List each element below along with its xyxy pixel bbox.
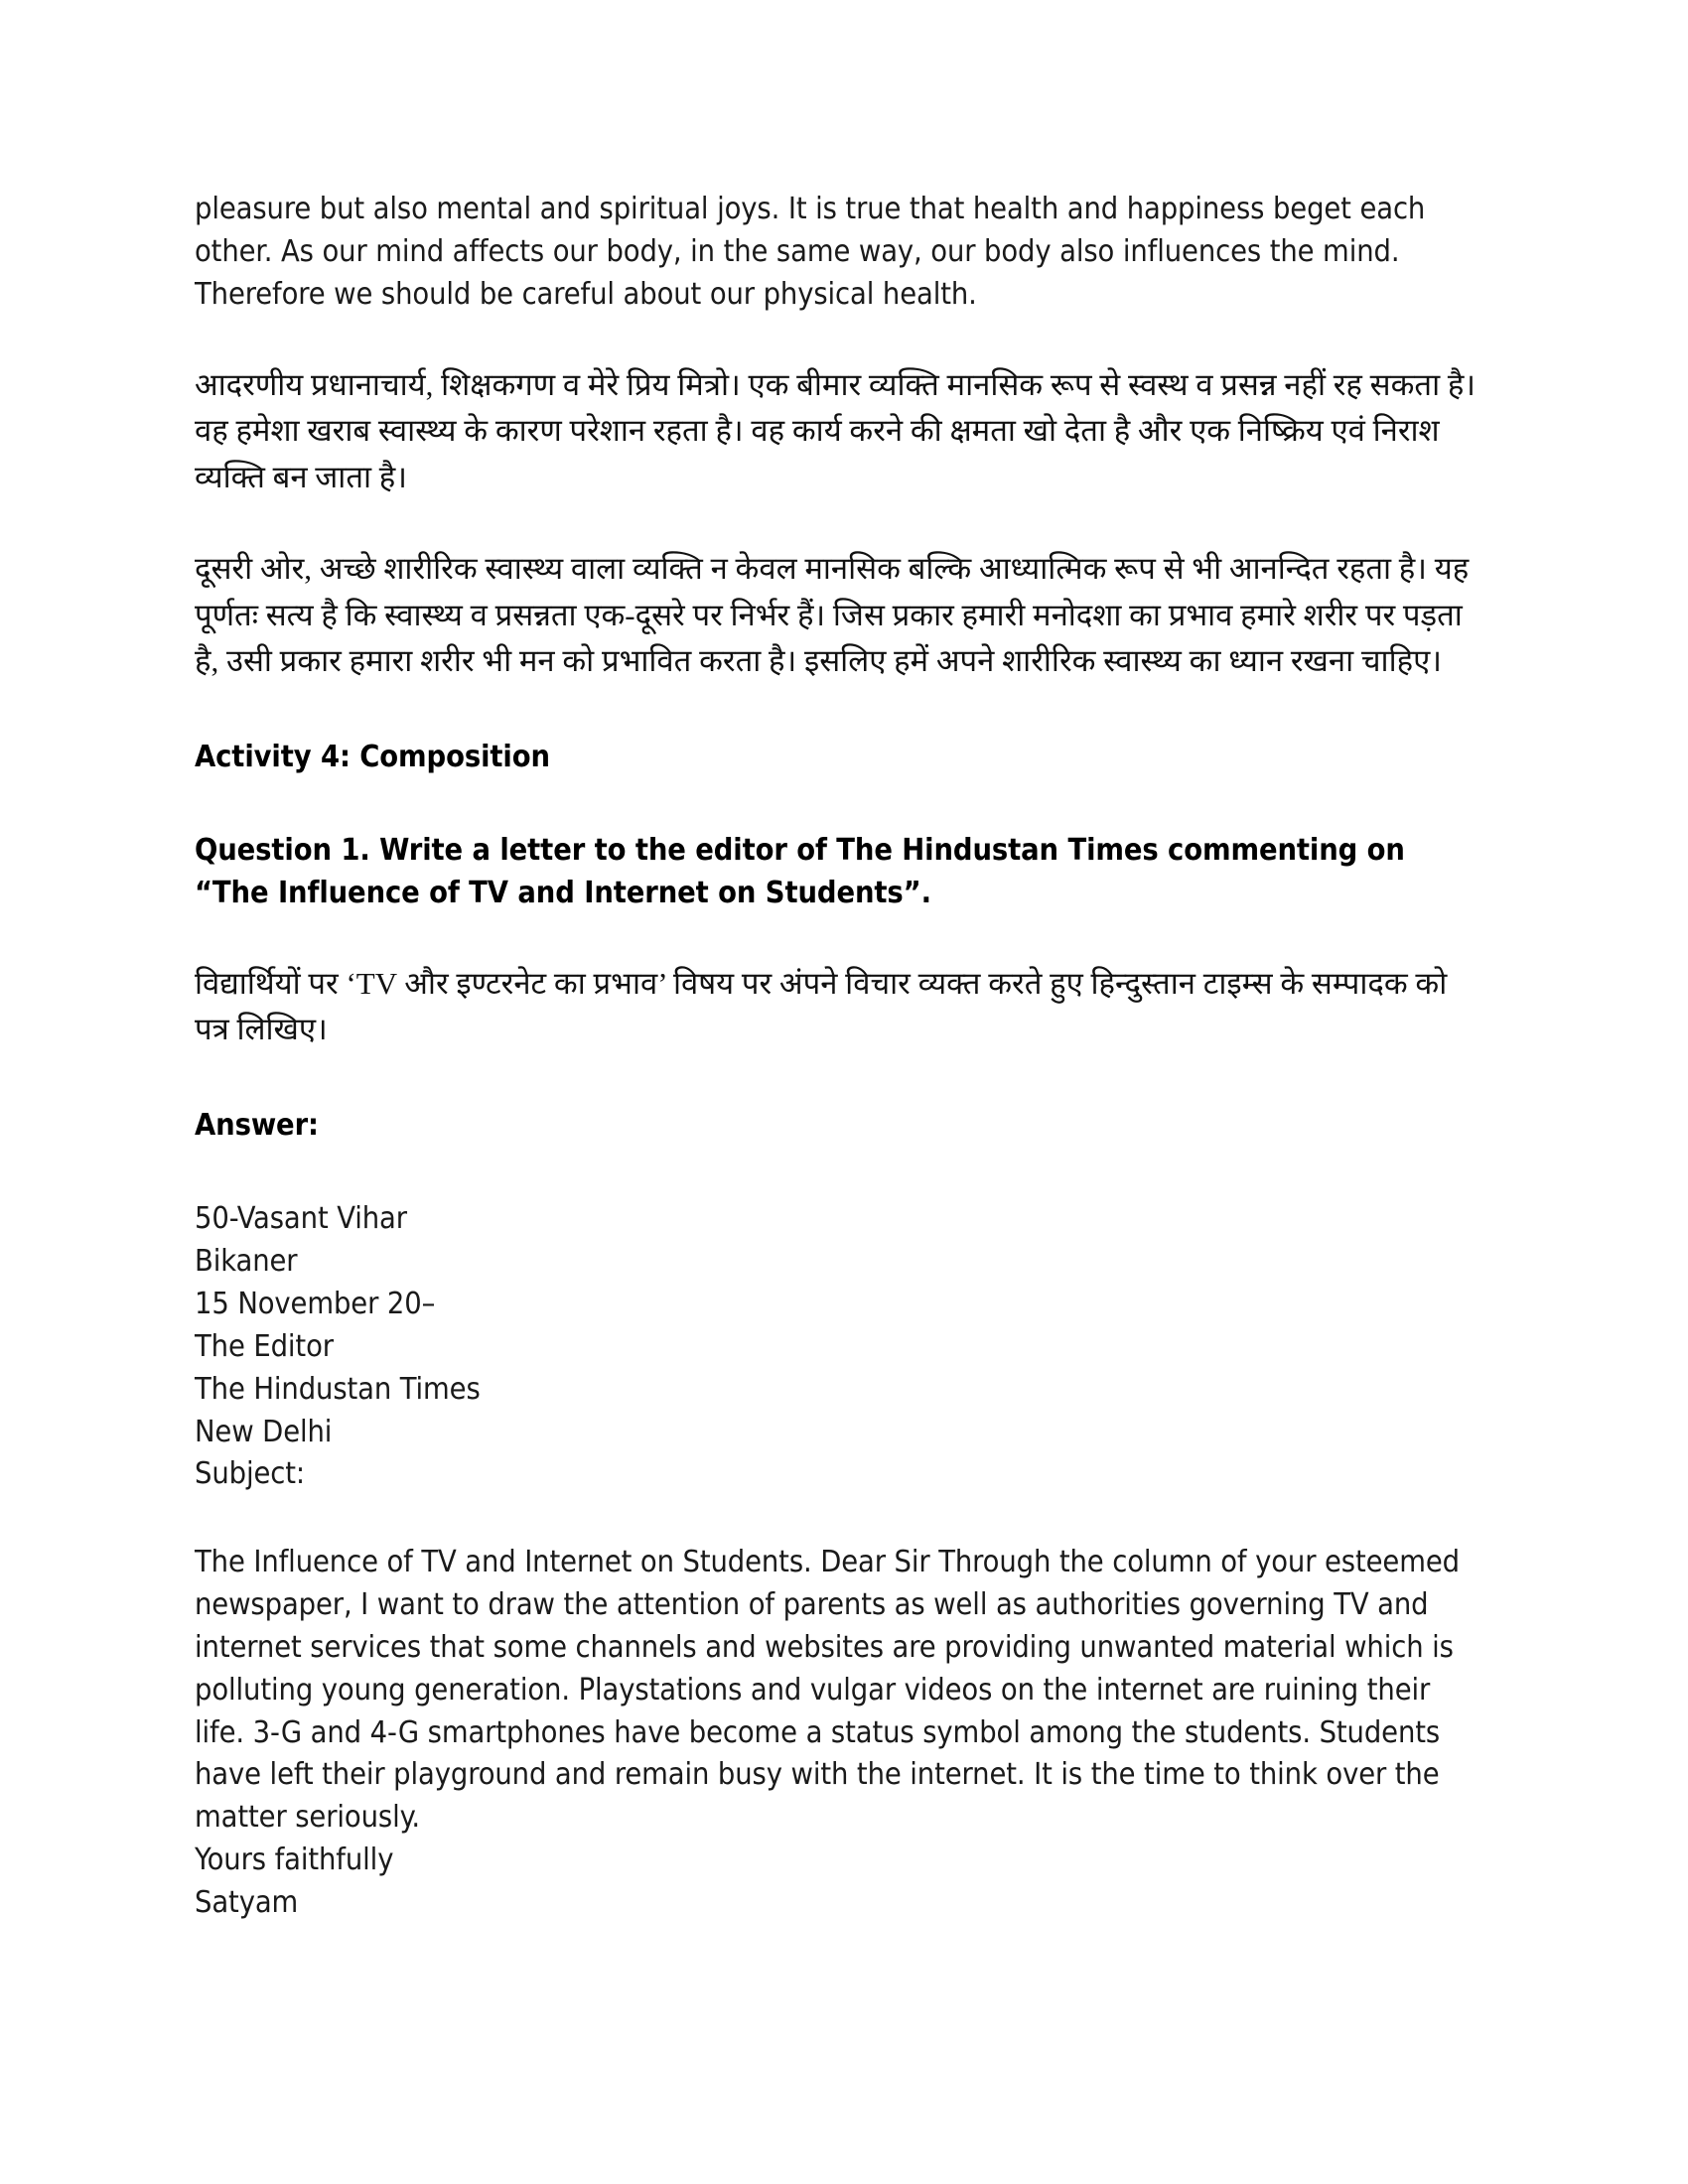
hindi-question: विद्यार्थियों पर ‘TV और इण्टरनेट का प्रभाव’ विषय पर अंपने विचार व्यक्त करते हुए हिन्दुस्तान टाइम्स के सम्पादक को पत्र लिखिए। xyxy=(195,965,1448,1047)
question-heading: Question 1. Write a letter to the editor of The Hindustan Times commenting on “The Influence of TV and Internet on Students”. xyxy=(195,833,1405,910)
hindi-paragraph-1: आदरणीय प्रधानाचार्य, शिक्षकगण व मेरे प्रिय मित्रो। एक बीमार व्यक्ति मानसिक रूप से स्वस्थ व प्रसन्न नहीं रह सकता है। वह हमेशा खराब स्वास्थ्य के कारण परेशान रहता है। वह कार्य करने की क्षमता खो देता है और एक निष्क्रिय एवं निराश व्यक्ति बन जाता है। xyxy=(195,366,1477,494)
paragraph-continuation: pleasure but also mental and spiritual joys. It is true that health and happiness beget each other. As our mind affects our body, in the same way, our body also influences the mind. Therefore we should be careful about our physical health. xyxy=(195,192,1426,312)
letter-body: The Influence of TV and Internet on Students. Dear Sir Through the column of your esteemed newspaper, I want to draw the attention of parents as well as authorities governing TV and internet services that some channels and websites are providing unwanted material which is polluting young generation. Playstations and vulgar videos on the internet are ruining their life. 3-G and 4-G smartphones have become a status symbol among the students. Students have left their playground and remain busy with the internet. It is the time to think over the matter seriously. xyxy=(195,1545,1460,1836)
spacer xyxy=(195,500,1485,546)
spacer xyxy=(195,317,1485,362)
hindi-paragraph-2: दूसरी ओर, अच्छे शारीरिक स्वास्थ्य वाला व्यक्ति न केवल मानसिक बल्कि आध्यात्मिक रूप से भी आनन्दित रहता है। यह पूर्णतः सत्य है कि स्वास्थ्य व प्रसन्नता एक-दूसरे पर निर्भर हैं। जिस प्रकार हमारी मनोदशा का प्रभाव हमारे शरीर पर पड़ता है, उसी प्रकार हमारा शरीर भी मन को प्रभावित करता है। इसलिए हमें अपने शारीरिक स्वास्थ्य का ध्यान रखना चाहिए। xyxy=(195,551,1470,679)
address-line: New Delhi xyxy=(195,1414,333,1449)
address-line: 15 November 20– xyxy=(195,1286,436,1321)
spacer xyxy=(195,1053,1485,1105)
answer-heading: Answer: xyxy=(195,1107,319,1143)
address-line: Bikaner xyxy=(195,1244,298,1280)
address-line: The Hindustan Times xyxy=(195,1371,481,1407)
spacer xyxy=(195,1147,1485,1198)
closing-salutation: Yours faithfully xyxy=(195,1843,394,1878)
address-line: 50-Vasant Vihar xyxy=(195,1201,407,1237)
spacer xyxy=(195,685,1485,737)
spacer xyxy=(195,915,1485,961)
page-content xyxy=(195,189,1485,1925)
activity-heading: Activity 4: Composition xyxy=(195,739,550,774)
letter-address-block xyxy=(195,1198,1485,1496)
signature-name: Satyam xyxy=(195,1884,299,1920)
address-line-subject: Subject: xyxy=(195,1456,306,1492)
spacer xyxy=(195,1496,1485,1542)
spacer xyxy=(195,778,1485,830)
address-line: The Editor xyxy=(195,1328,334,1364)
letter-closing-block xyxy=(195,1840,1485,1925)
